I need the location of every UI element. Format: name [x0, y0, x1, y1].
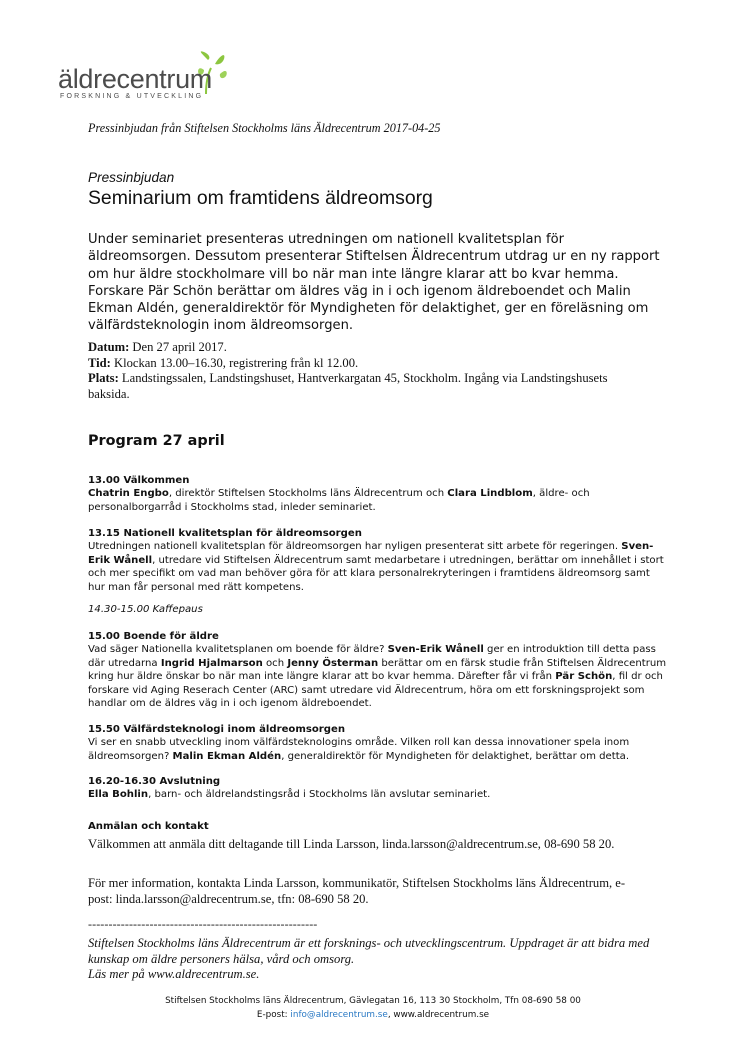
program-item-heading: 16.20-16.30 Avslutning [88, 776, 221, 787]
registration-text: Välkommen att anmäla ditt deltagande till Linda Larsson, linda.larsson@aldrecentrum.se, 08-690 58 20. [88, 837, 615, 851]
program-item-heading: 13.15 Nationell kvalitetsplan för äldreomsorgen [88, 528, 362, 539]
more-info-text: För mer information, kontakta Linda Larsson, kommunikatör, Stiftelsen Stockholms läns Äldrecentrum, e-post: linda.larsson@aldrecentrum.se, tfn: 08-690 58 20. [88, 876, 626, 906]
coffee-break: 14.30-15.00 Kaffepaus [88, 604, 203, 615]
footer-email-link[interactable]: info@aldrecentrum.se [290, 1010, 388, 1020]
footer-contact: E-post: info@aldrecentrum.se, www.aldrecentrum.se [256, 1010, 490, 1020]
program-item-heading: 15.50 Välfärdsteknologi inom äldreomsorgen [88, 724, 346, 735]
time-line: Tid: Klockan 13.00–16.30, registrering från kl 12.00. [88, 355, 359, 370]
program-heading: Program 27 april [88, 433, 225, 449]
read-more: Läs mer på www.aldrecentrum.se. [88, 967, 260, 982]
about-text: Stiftelsen Stockholms läns Äldrecentrum är ett forsknings- och utvecklingscentrum. Uppdraget är att bidra med kunskap om äldre personers hälsa, vård och omsorg. [88, 936, 650, 966]
program-item-kvalitetsplan: 13.15 Nationell kvalitetsplan för äldreomsorgen Utredningen nationell kvalitetsplan för äldreomsorgen har nyligen presenterat sitt arbete för regeringen. Sven-Erik Wånell, utredare vid Stiftelsen Äldrecentrum samt medarbetare i utredningen, berättar om innehållet i stort och mer specifikt om vad man behöver göra för att klara personalrekryteringen i framtidens äldreomsorg samt hur man får personal med rätt kompetens. [88, 527, 668, 594]
press-header-line: Pressinbjudan från Stiftelsen Stockholms läns Äldrecentrum 2017-04-25 [88, 121, 441, 135]
logo-tagline: FORSKNING & UTVECKLING [60, 93, 204, 100]
date-line: Datum: Den 27 april 2017. [88, 340, 227, 354]
program-item-avslutning: 16.20-16.30 Avslutning Ella Bohlin, barn- och äldrelandstingsråd i Stockholms län avslutar seminariet. [88, 775, 668, 802]
registration-heading: Anmälan och kontakt [88, 821, 209, 832]
kicker: Pressinbjudan [88, 170, 175, 185]
program-item-heading: 15.00 Boende för äldre [88, 631, 219, 642]
about-section [88, 936, 663, 983]
program-item-valfardsteknologi: 15.50 Välfärdsteknologi inom äldreomsorgen Vi ser en snabb utveckling inom välfärdsteknologins område. Vilken roll kan dessa innovationer spela inom äldreomsorgen? Malin Ekman Aldén, generaldirektör för Myndigheten för delaktighet, berättar om detta. [88, 723, 668, 763]
place-line: Plats: Landstingssalen, Landstingshuset, Hantverkargatan 45, Stockholm. Ingång via Landstingshusets baksida. [88, 371, 608, 401]
program-item-boende: 15.00 Boende för äldre Vad säger Nationella kvalitetsplanen om boende för äldre? Sven-Erik Wånell ger en introduktion till detta pass där utredarna Ingrid Hjalmarson och Jenny Österman berättar om en färsk studie från Stiftelsen Äldrecentrum kring hur äldre önskar bo när man inte längre klarar att bo kvar hemma. Därefter får vi från Pär Schön, fil dr och forskare vid Aging Reserach Center (ARC) samt utredare vid Äldrecentrum, höra om ett forskningsprojekt som handlar om de äldres väg in i och igenom äldreboendet. [88, 631, 667, 710]
intro-paragraph: Under seminariet presenteras utredningen om nationell kvalitetsplan för äldreomsorgen. Dessutom presenterar Stiftelsen Äldrecentrum utdrag ur en ny rapport om hur äldre stockholmare vill bo när man inte längre klarar att bo kvar hemma. Forskare Pär Schön berättar om äldres väg in i och igenom äldreboendet och Malin Ekman Aldén, generaldirektör för Myndigheten för delaktighet, ger en föreläsning om välfärdsteknologin inom äldreomsorgen. [88, 232, 660, 334]
program-item-welcome: 13.00 Välkommen Chatrin Engbo, direktör Stiftelsen Stockholms läns Äldrecentrum och Clara Lindblom, äldre- och personalborgarråd i Stockholms stad, inleder seminariet. [88, 474, 668, 514]
separator: -------------------------------------------------------- [88, 917, 318, 931]
logo-wordmark: äldrecentrum [58, 64, 212, 94]
program-item-heading: 13.00 Välkommen [88, 475, 190, 486]
footer-web[interactable]: www.aldrecentrum.se [393, 1010, 490, 1020]
event-details [88, 340, 648, 402]
aldrecentrum-logo [58, 50, 228, 106]
page-title: Seminarium om framtidens äldreomsorg [88, 187, 433, 209]
footer-address: Stiftelsen Stockholms läns Äldrecentrum, Gävlegatan 16, 113 30 Stockholm, Tfn 08-690 58 00 [165, 996, 581, 1006]
